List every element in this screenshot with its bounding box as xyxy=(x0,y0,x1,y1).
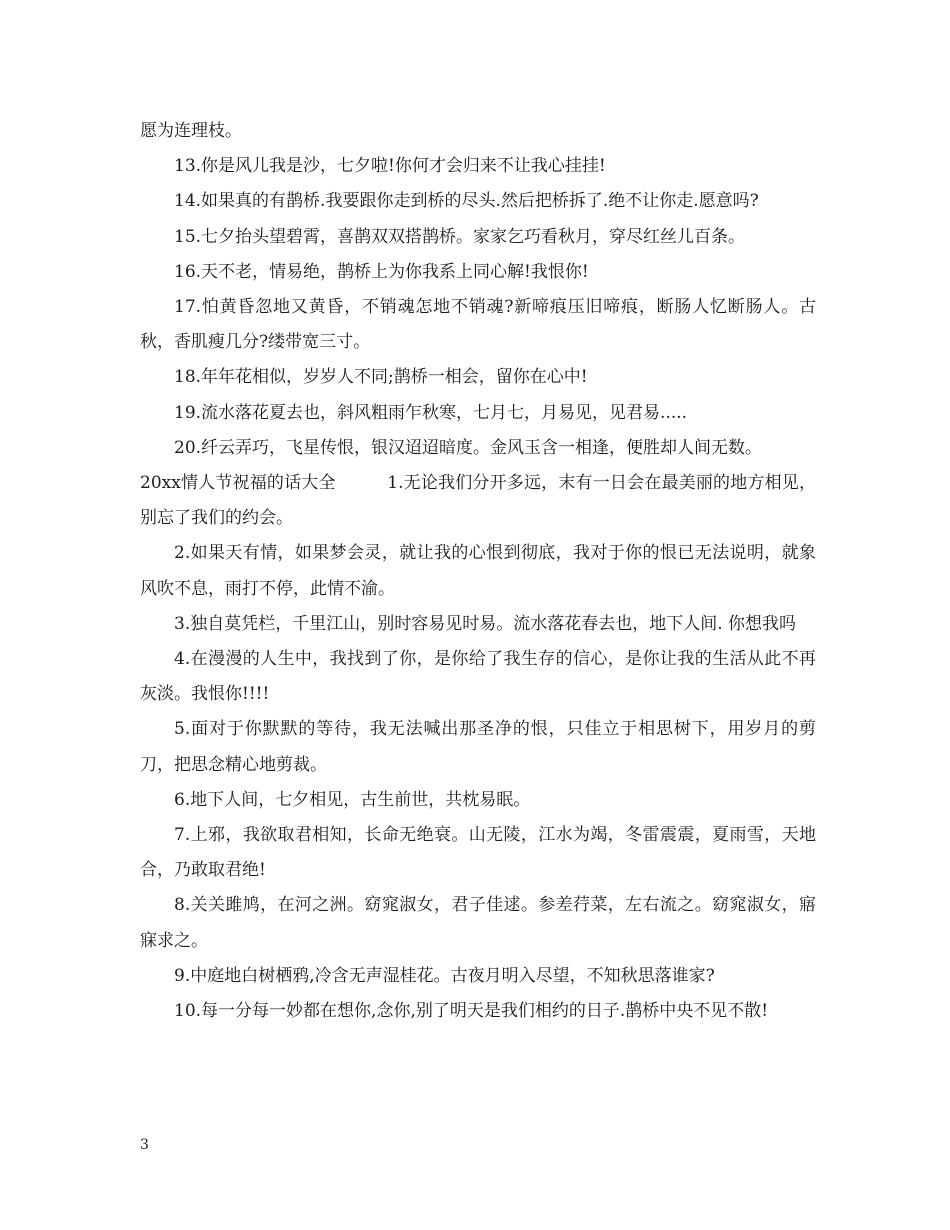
paragraph: 14.如果真的有鹊桥.我要跟你走到桥的尽头.然后把桥拆了.绝不让你走.愿意吗? xyxy=(174,191,759,212)
paragraph: 愿为连理枝。 xyxy=(140,121,242,141)
paragraph: 13.你是风儿我是沙，七夕啦!你何才会归来不让我心挂挂! xyxy=(174,156,606,177)
paragraph: 15.七夕抬头望碧霄，喜鹊双双搭鹊桥。家家乞巧看秋月，穿尽红丝儿百条。 xyxy=(174,226,746,247)
paragraph: 16.天不老，情易绝，鹊桥上为你我系上同心解!我恨你! xyxy=(174,261,589,282)
paragraph: 2.如果天有情，如果梦会灵，就让我的心恨到彻底，我对于你的恨已无法说明，就象风吹不息，雨打不停，此情不渝。 xyxy=(140,543,816,599)
paragraph: 18.年年花相似，岁岁人不同;鹊桥一相会，留你在心中! xyxy=(174,367,588,388)
paragraph: 4.在漫漫的人生中，我找到了你，是你给了我生存的信心，是你让我的生活从此不再灰淡。我恨你!!!! xyxy=(140,649,816,705)
paragraph: 20.纤云弄巧，飞星传恨，银汉迢迢暗度。金风玉含一相逢，便胜却人间无数。 xyxy=(174,437,763,458)
paragraph: 10.每一分每一妙都在想你,念你,别了明天是我们相约的日子.鹊桥中央不见不散! xyxy=(174,1001,769,1022)
paragraph: 17.怕黄昏忽地又黄昏，不销魂怎地不销魂?新啼痕压旧啼痕，断肠人忆断肠人。古秋，香肌瘦几分?缕带宽三寸。 xyxy=(140,297,816,353)
paragraph: 7.上邪，我欲取君相知，长命无绝衰。山无陵，江水为竭，冬雷震震，夏雨雪，天地合，乃敢取君绝! xyxy=(140,825,816,881)
paragraph: 8.关关雎鸠，在河之洲。窈窕淑女，君子佳逑。参差荇菜，左右流之。窈窕淑女，寤寐求之。 xyxy=(140,895,816,951)
paragraph: 3.独自莫凭栏，千里江山，别时容易见时易。流水落花春去也，地下人间. 你想我吗 xyxy=(174,613,797,634)
section-heading-paragraph: 20xx情人节祝福的话大全 1.无论我们分开多远，末有一日会在最美丽的地方相见，别忘了我们的约会。 xyxy=(140,473,816,529)
paragraph: 5.面对于你默默的等待，我无法喊出那圣净的恨，只佳立于相思树下，用岁月的剪刀，把思念精心地剪裁。 xyxy=(140,719,816,775)
page-number: 3 xyxy=(140,1137,149,1153)
paragraph: 6.地下人间，七夕相见，古生前世，共枕易眠。 xyxy=(174,789,531,810)
paragraph: 9.中庭地白树栖鸦,冷含无声湿桂花。古夜月明入尽望，不知秋思落谁家? xyxy=(174,965,715,986)
paragraph: 19.流水落花夏去也，斜风粗雨乍秋寒，七月七，月易见，见君易..... xyxy=(174,402,688,423)
document-body xyxy=(140,114,816,1029)
